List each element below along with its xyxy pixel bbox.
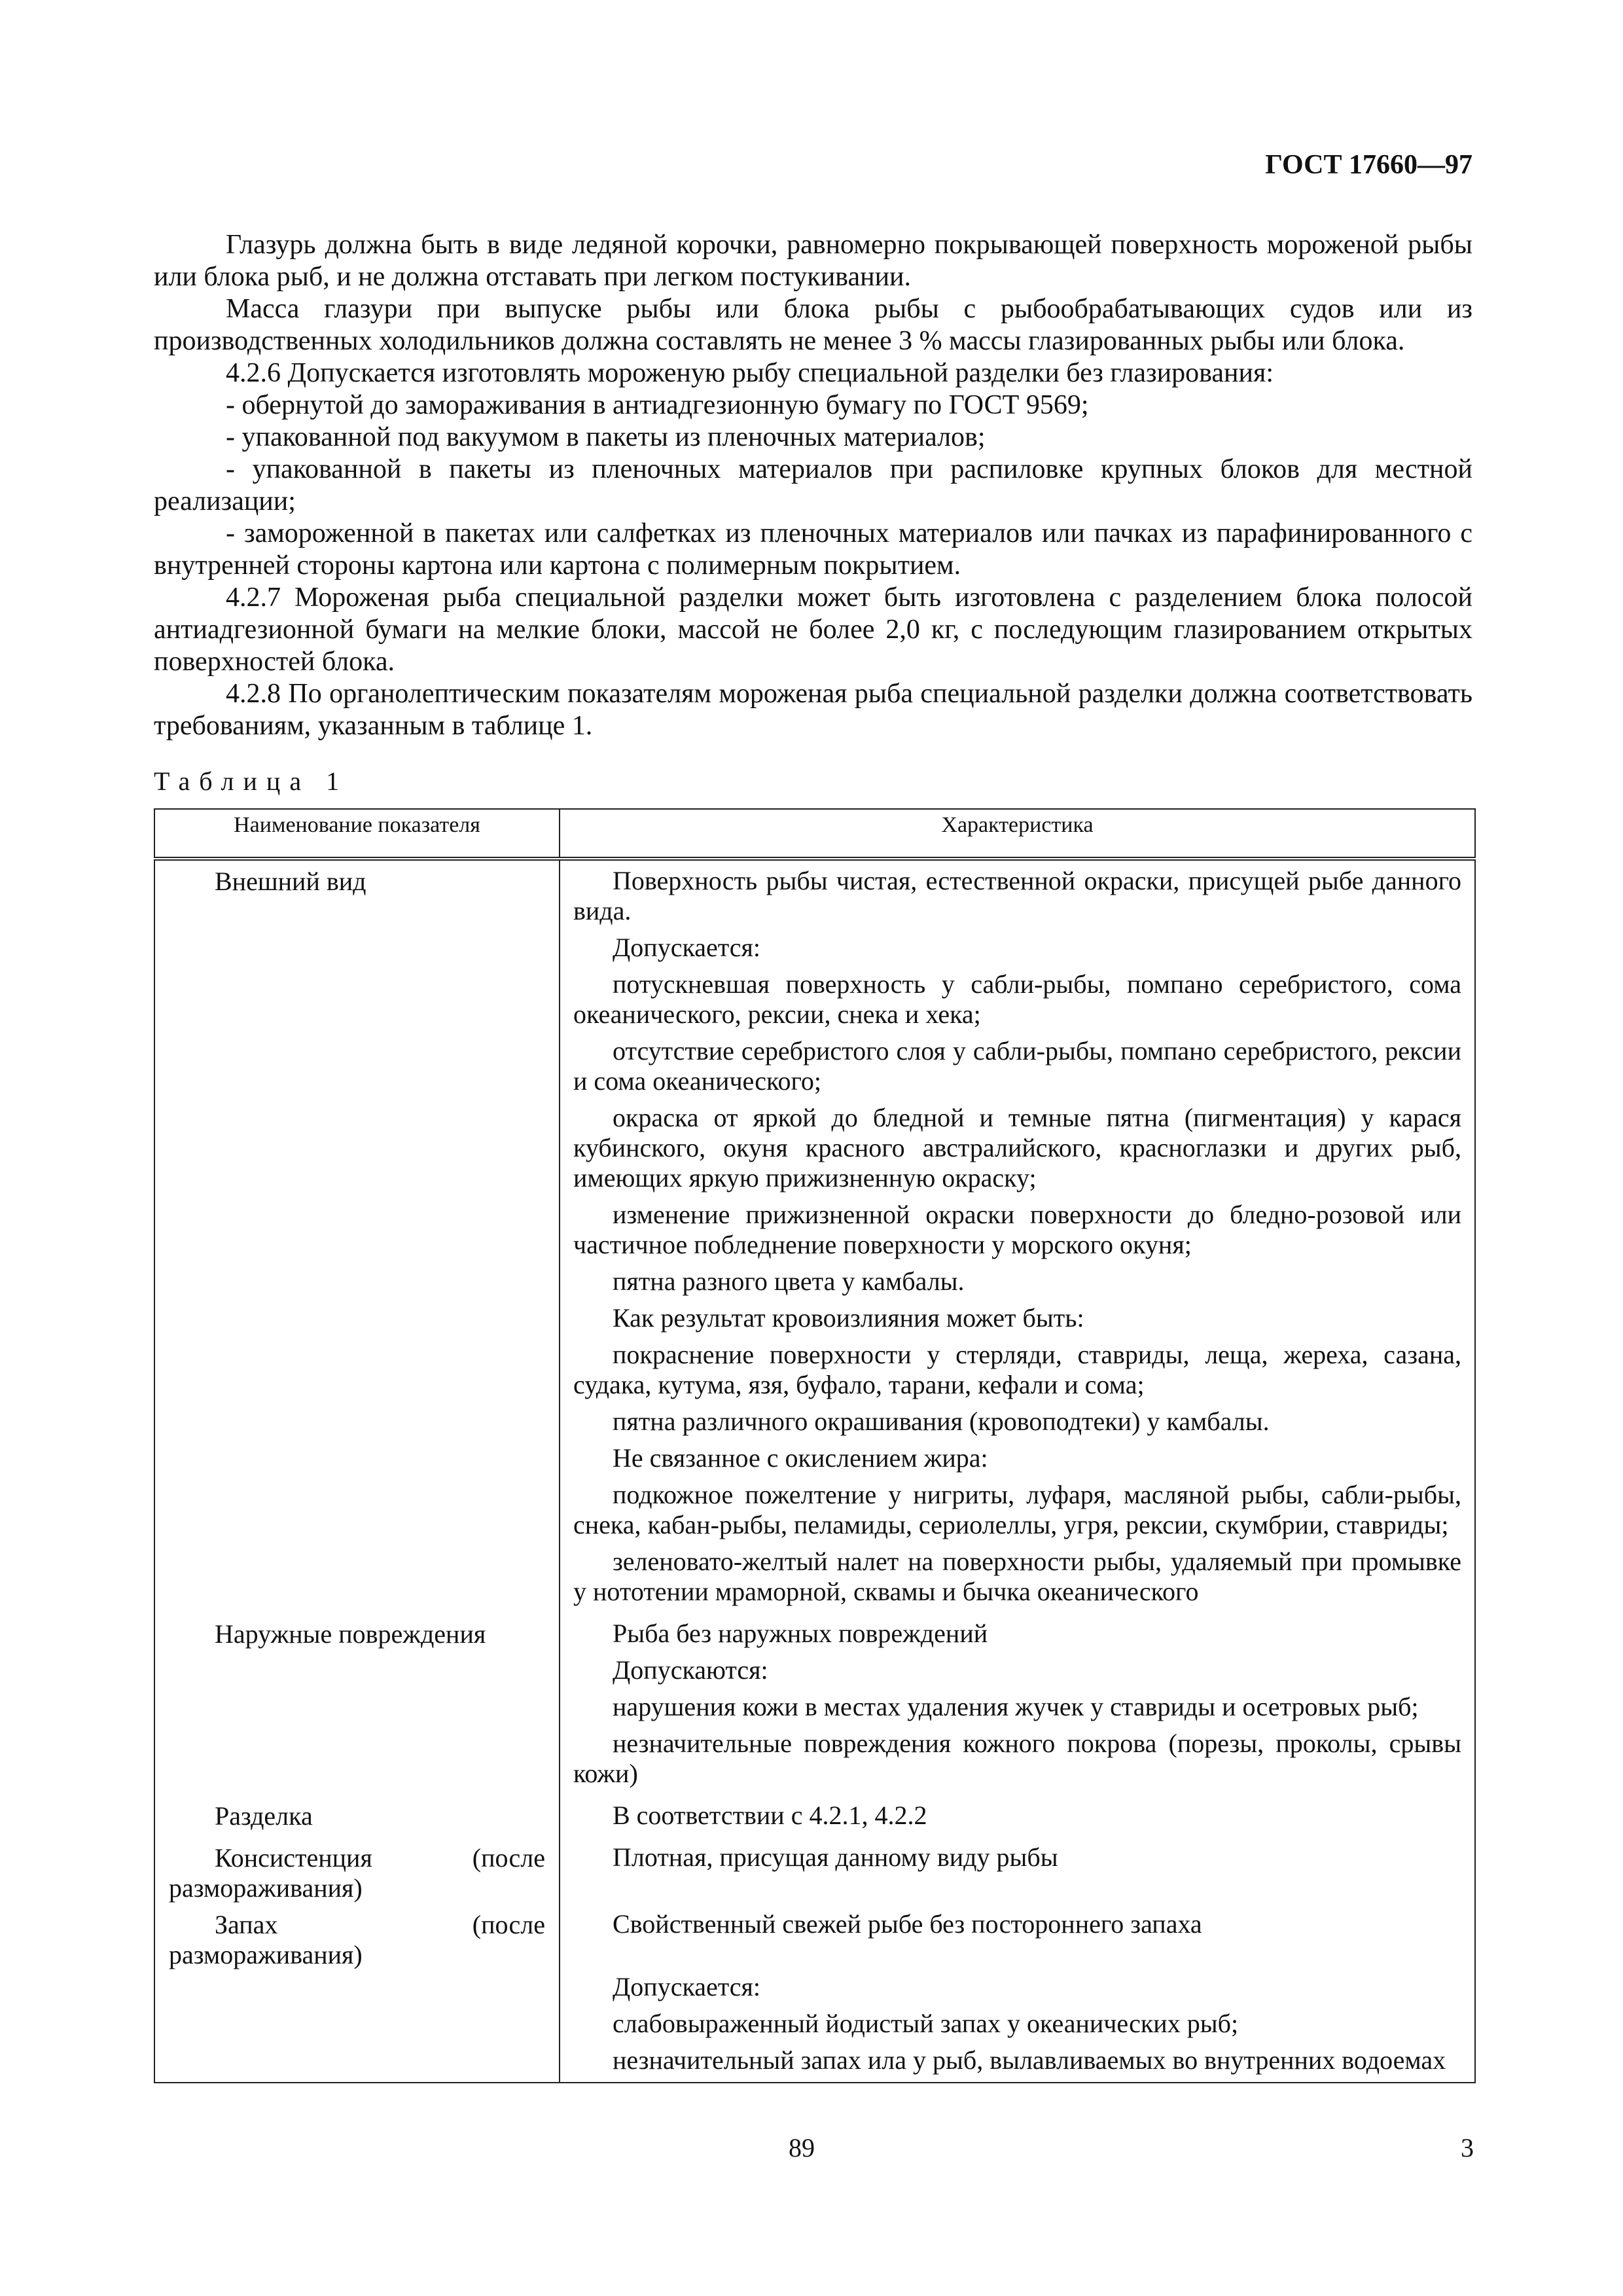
indicator-name: Консистенция (после размораживания)	[169, 1843, 545, 1903]
characteristic-text: зеленовато-желтый налет на поверхности рыбы, удаляемый при промывке у нототении мраморной, сквамы и бычка океанического	[573, 1547, 1461, 1606]
table-row	[154, 859, 1475, 1613]
characteristic-text: окраска от яркой до бледной и темные пятна (пигментация) у карася кубинского, окуня красного австралийского, красноглазки и других рыб, имеющих яркую прижизненную окраску;	[573, 1103, 1461, 1193]
requirements-table	[154, 808, 1476, 2083]
characteristic-text: незначительный запах ила у рыб, вылавливаемых во внутренних водоемах	[613, 2045, 1446, 2075]
table-caption: Таблица 1	[154, 766, 349, 796]
list-item: - упакованной в пакеты из пленочных материалов при распиловке крупных блоков для местной реализации;	[154, 454, 1472, 516]
characteristic-text: Допускаются:	[613, 1655, 768, 1685]
table-row	[154, 1904, 1475, 2083]
characteristic-text: отсутствие серебристого слоя у сабли-рыбы, помпано серебристого, рексии и сома океанического;	[573, 1036, 1461, 1096]
table-row	[154, 1613, 1475, 1795]
characteristic-text: нарушения кожи в местах удаления жучек у ставриды и осетровых рыб;	[613, 1692, 1419, 1721]
indicator-name: Наружные повреждения	[215, 1619, 486, 1649]
page-number-right: 3	[1461, 2133, 1474, 2162]
characteristic-text: слабовыраженный йодистый запах у океанических рыб;	[613, 2009, 1239, 2038]
indicator-name: Разделка	[215, 1801, 313, 1831]
standard-number: ГОСТ 17660—97	[1265, 150, 1472, 180]
characteristic-text: покраснение поверхности у стерляди, ставриды, леща, жереха, сазана, судака, кутума, язя, буфало, тарани, кефали и сома;	[573, 1340, 1461, 1399]
characteristic-text: подкожное пожелтение у нигриты, луфаря, масляной рыбы, сабли-рыбы, снека, кабан-рыбы, пеламиды, сериолеллы, угря, рексии, скумбрии, ставриды;	[573, 1480, 1461, 1539]
column-header: Наименование показателя	[154, 809, 560, 859]
characteristic-text: Не связанное с окислением жира:	[613, 1443, 988, 1473]
characteristic-text: Свойственный свежей рыбе без постороннего запаха	[613, 1909, 1202, 1939]
indicator-name: Запах (после размораживания)	[169, 1910, 545, 1969]
paragraph: Глазурь должна быть в виде ледяной корочки, равномерно покрывающей поверхность мороженой рыбы или блока рыб, и не должна отставать при легком постукивании.	[154, 230, 1472, 292]
list-item: - замороженной в пакетах или салфетках из пленочных материалов или пачках из парафинированного с внутренней стороны картона или картона с полимерным покрытием.	[154, 518, 1472, 581]
page-number-center: 89	[789, 2133, 815, 2162]
characteristic-text: Допускается:	[613, 1972, 761, 2001]
body-text	[154, 229, 1472, 742]
paragraph: Масса глазури при выпуске рыбы или блока рыбы с рыбообрабатывающих судов или из производственных холодильников должна составлять не менее 3 % массы глазированных рыбы или блока.	[154, 294, 1472, 356]
column-header: Характеристика	[560, 809, 1475, 859]
characteristic-text: Допускается:	[613, 933, 761, 962]
characteristic-text: изменение прижизненной окраски поверхности до бледно-розовой или частичное побледнение поверхности у морского окуня;	[573, 1200, 1461, 1259]
characteristic-text: В соответствии с 4.2.1, 4.2.2	[613, 1801, 927, 1830]
characteristic-text: пятна различного окрашивания (кровоподтеки) у камбалы.	[613, 1407, 1270, 1436]
list-item: - упакованной под вакуумом в пакеты из пленочных материалов;	[226, 422, 986, 452]
table-header-row	[154, 809, 1475, 859]
characteristic-text: Рыба без наружных повреждений	[613, 1619, 988, 1648]
paragraph: 4.2.8 По органолептическим показателям мороженая рыба специальной разделки должна соответствовать требованиям, указанным в таблице 1.	[154, 679, 1472, 741]
characteristic-text: Как результат кровоизлияния может быть:	[613, 1303, 1084, 1333]
characteristic-text: Поверхность рыбы чистая, естественной окраски, присущей рыбе данного вида.	[573, 866, 1461, 925]
characteristic-text: Плотная, присущая данному виду рыбы	[613, 1842, 1058, 1872]
characteristic-text: потускневшая поверхность у сабли-рыбы, помпано серебристого, сома океанического, рексии, снека и хека;	[573, 969, 1461, 1029]
paragraph: 4.2.7 Мороженая рыба специальной разделки может быть изготовлена с разделением блока полосой антиадгезионной бумаги на мелкие блоки, массой не более 2,0 кг, с последующим глазированием открытых поверхностей блока.	[154, 583, 1472, 677]
table-row	[154, 1837, 1475, 1904]
characteristic-text: незначительные повреждения кожного покрова (порезы, проколы, срывы кожи)	[573, 1729, 1461, 1788]
characteristic-text: пятна разного цвета у камбалы.	[613, 1266, 965, 1296]
indicator-name: Внешний вид	[215, 867, 366, 896]
list-item: - обернутой до замораживания в антиадгезионную бумагу по ГОСТ 9569;	[226, 390, 1089, 420]
paragraph: 4.2.6 Допускается изготовлять мороженую рыбу специальной разделки без глазирования:	[226, 358, 1274, 388]
table-row	[154, 1795, 1475, 1837]
